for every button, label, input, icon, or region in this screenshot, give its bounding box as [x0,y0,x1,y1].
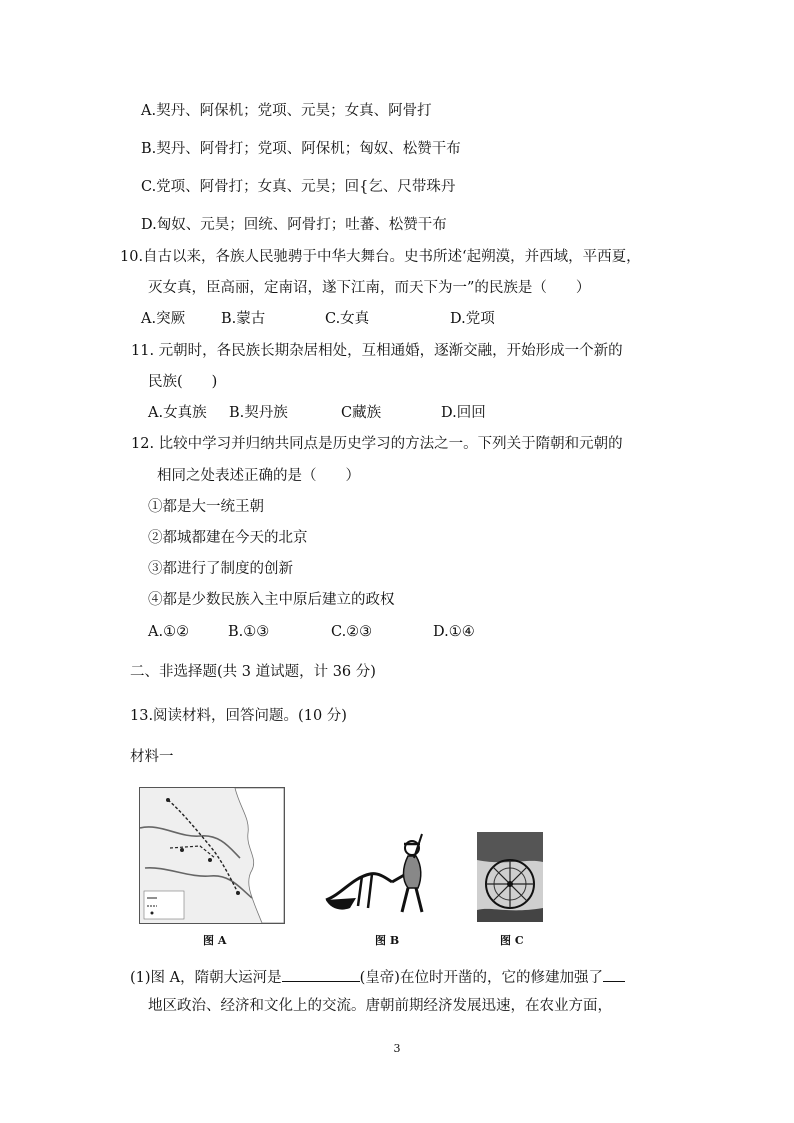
q11-option-b: B.契丹族 [229,405,288,421]
q12-statement-1: ①都是大一统王朝 [148,499,264,515]
q11-option-a: A.女真族 [148,405,207,421]
figure-a-canal-map [139,787,285,924]
figure-c-waterwheel-illustration [477,832,543,922]
q13-sub1-text-part2: (皇帝)在位时开凿的，它的修建加强了 [359,970,603,986]
q12-option-d: D.①④ [433,624,475,640]
q9-option-d: D.匈奴、元昊；回统、阿骨打；吐蕃、松赞干布 [141,217,447,233]
q9-option-c: C.党项、阿骨打；女真、元昊；回{乞、尺带珠丹 [141,179,456,195]
q11-stem-line1: 11. 元朝时，各民族长期杂居相处，互相通婚，逐渐交融，开始形成一个新的 [131,343,623,359]
q9-option-a: A.契丹、阿保机；党项、元昊；女真、阿骨打 [141,103,432,119]
page-number: 3 [393,1042,401,1055]
figure-b-caption: 图 B [375,934,400,947]
material-label: 材料一 [130,749,174,765]
q10-option-a: A.突厥 [141,311,186,327]
q9-option-b: B.契丹、阿骨打；党项、阿保机；匈奴、松赞干布 [141,141,461,157]
q11-option-d: D.回回 [441,405,486,421]
figure-a-caption: 图 A [203,934,227,947]
q12-option-a: A.①② [148,624,190,640]
q13-sub1-line2: 地区政治、经济和文化上的交流。唐朝前期经济发展迅速，在农业方面， [148,998,612,1014]
q12-option-b: B.①③ [228,624,270,640]
q12-stem-line1: 12. 比较中学习并归纳共同点是历史学习的方法之一。下列关于隋朝和元朝的 [131,436,623,452]
q12-statement-2: ②都城都建在今天的北京 [148,530,308,546]
figure-b-plough-illustration [322,828,436,916]
q10-option-d: D.党项 [450,311,495,327]
q10-stem-line2: 灭女真，臣高丽，定南诏，遂下江南，而天下为一”的民族是（ ） [148,280,591,296]
answer-blank-emperor[interactable] [282,965,360,982]
q13-sub1-line1 [130,965,625,988]
q12-statement-4: ④都是少数民族入主中原后建立的政权 [148,592,395,608]
q12-option-c: C.②③ [331,624,373,640]
q13-sub1-text-part1: (1)图 A，隋朝大运河是 [130,970,282,986]
q10-option-b: B.蒙古 [221,311,266,327]
q10-stem-line1: 10.自古以来，各族人民驰骋于中华大舞台。史书所述‘起朔漠，并西域，平西夏， [120,249,641,265]
q10-option-c: C.女真 [325,311,370,327]
q12-statement-3: ③都进行了制度的创新 [148,561,293,577]
figure-c-caption: 图 C [500,934,524,947]
q11-option-c: C藏族 [341,405,382,421]
q12-stem-line2: 相同之处表述正确的是（ ） [157,468,360,484]
q13-title: 13.阅读材料，回答问题。(10 分) [130,708,347,724]
q11-stem-line2: 民族( ) [148,374,218,390]
section-heading: 二、非选择题(共 3 道试题，计 36 分) [130,664,376,680]
answer-blank-region[interactable] [603,965,625,982]
